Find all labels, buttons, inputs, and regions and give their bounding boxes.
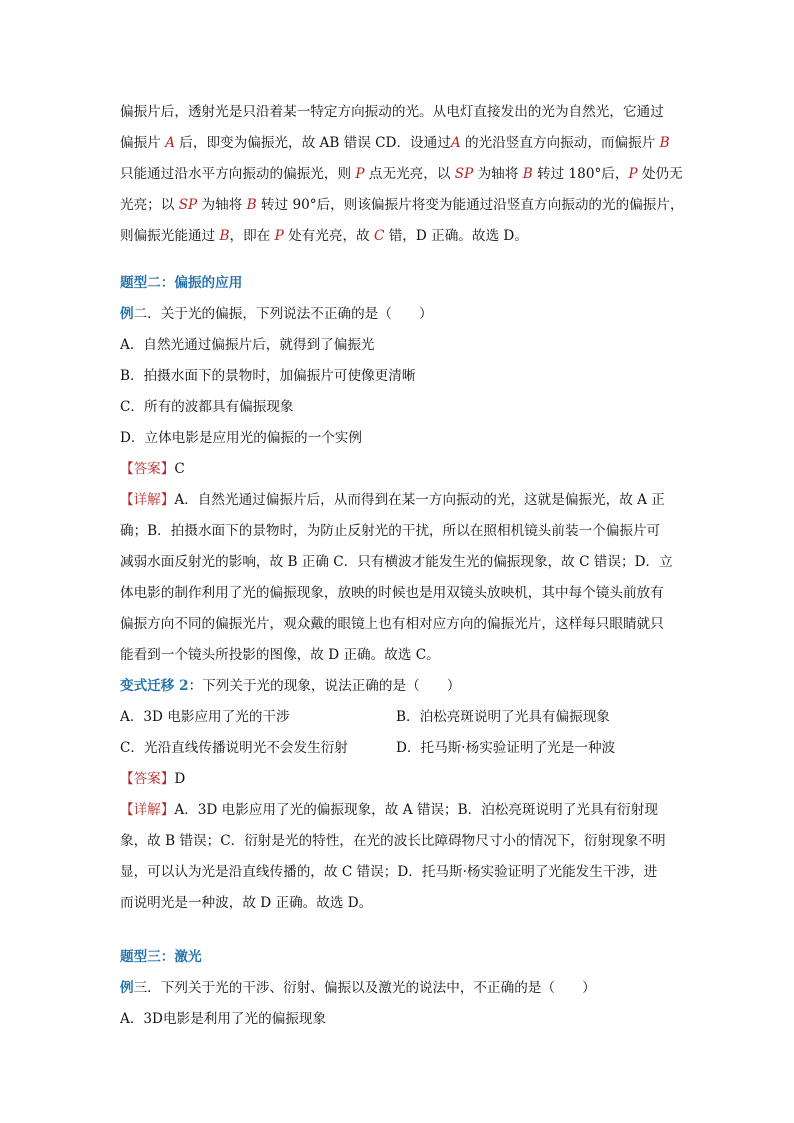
detail-line: 偏振方向不同的偏振光片，观众戴的眼镜上也有相对应方向的偏振光片，这样每只眼睛就只: [120, 616, 664, 632]
detail-line: 减弱水面反射光的影响，故 B 正确 C．只有横波才能发生光的偏振现象，故 C 错误；D．立: [120, 554, 673, 570]
example-tag: 例: [120, 980, 134, 996]
example-question: 例二．关于光的偏振，下列说法不正确的是（ ）: [120, 306, 433, 322]
detail-line: 显，可以认为光是沿直线传播的，故 C 错误；D．托马斯·杨实验证明了光能发生干涉，进: [120, 864, 658, 880]
detail-line: 体电影的制作利用了光的偏振现象，放映的时候也是用双镜头放映机，其中每个镜头前放有: [120, 585, 664, 601]
answer-tag: 【答案】: [120, 771, 175, 787]
example-tag: 例: [120, 306, 134, 322]
answer-line: [120, 454, 680, 485]
intro-line: 只能通过沿水平方向振动的偏振光，则 P 点无光亮，以 SP 为轴将 B 转过 180°后，P 处仍无: [120, 166, 683, 182]
variant-question: 变式迁移 2：下列关于光的现象，说法正确的是（ ）: [120, 678, 461, 694]
option-row: [120, 733, 680, 764]
intro-paragraph: [120, 97, 684, 252]
intro-line: 光亮；以 SP 为轴将 B 转过 90°后，则该偏振片将变为能通过沿竖直方向振动的光的偏振片，: [120, 197, 684, 213]
detail-line: 确；B．拍摄水面下的景物时，为防止反射光的干扰，所以在照相机镜头前装一个偏振片可: [120, 523, 661, 539]
answer-value: D: [174, 771, 186, 787]
option-b: B．拍摄水面下的景物时，加偏振片可使像更清晰: [120, 368, 416, 384]
detail-line: 象，故 B 错误；C．衍射是光的特性，在光的波长比障碍物尺寸小的情况下，衍射现象不明: [120, 833, 666, 849]
option-c: C．光沿直线传播说明光不会发生衍射: [120, 740, 348, 756]
answer-line: [120, 764, 680, 795]
answer-tag: 【答案】: [120, 461, 175, 477]
option-a: A．3D电影是利用了光的偏振现象: [120, 1011, 327, 1027]
section-3: [120, 942, 680, 1035]
example-question: 例三．下列关于光的干涉、衍射、偏振以及激光的说法中，不正确的是（ ）: [120, 980, 596, 996]
detail-line: 【详解】A．3D 电影应用了光的偏振现象，故 A 错误；B．泊松亮斑说明了光具有衍射现: [120, 802, 658, 818]
detail-tag: 【详解】: [120, 492, 175, 508]
option-b: B．泊松亮斑说明了光具有偏振现象: [396, 709, 610, 725]
intro-line: 则偏振光能通过 B，即在 P 处有光亮，故 C 错，D 正确。故选 D。: [120, 228, 528, 244]
variant-tag: 变式迁移 2: [120, 678, 189, 694]
option-a: A．3D 电影应用了光的干涉: [120, 709, 290, 725]
section-title: 题型三：激光: [120, 949, 202, 965]
option-d: D．立体电影是应用光的偏振的一个实例: [120, 430, 362, 446]
detail-tag: 【详解】: [120, 802, 175, 818]
intro-line: 偏振片 A 后，即变为偏振光，故 AB 错误 CD．设通过A 的光沿竖直方向振动，而偏振片 B: [120, 135, 670, 151]
detail-line: 而说明光是一种波，故 D 正确。故选 D。: [120, 895, 373, 911]
option-d: D．托马斯·杨实验证明了光是一种波: [396, 740, 616, 756]
detail-line: 【详解】A．自然光通过偏振片后，从而得到在某一方向振动的光，这就是偏振光，故 A 正: [120, 492, 665, 508]
option-row: [120, 702, 680, 733]
option-c: C．所有的波都具有偏振现象: [120, 399, 294, 415]
answer-value: C: [174, 461, 185, 477]
option-a: A．自然光通过偏振片后，就得到了偏振光: [120, 337, 375, 353]
section-2: [120, 268, 680, 919]
detail-line: 能看到一个镜头所投影的图像，故 D 正确。故选 C。: [120, 647, 440, 663]
section-title: 题型二：偏振的应用: [120, 275, 243, 291]
intro-line: 偏振片后，透射光是只沿着某一特定方向振动的光。从电灯直接发出的光为自然光，它通过: [120, 104, 664, 120]
